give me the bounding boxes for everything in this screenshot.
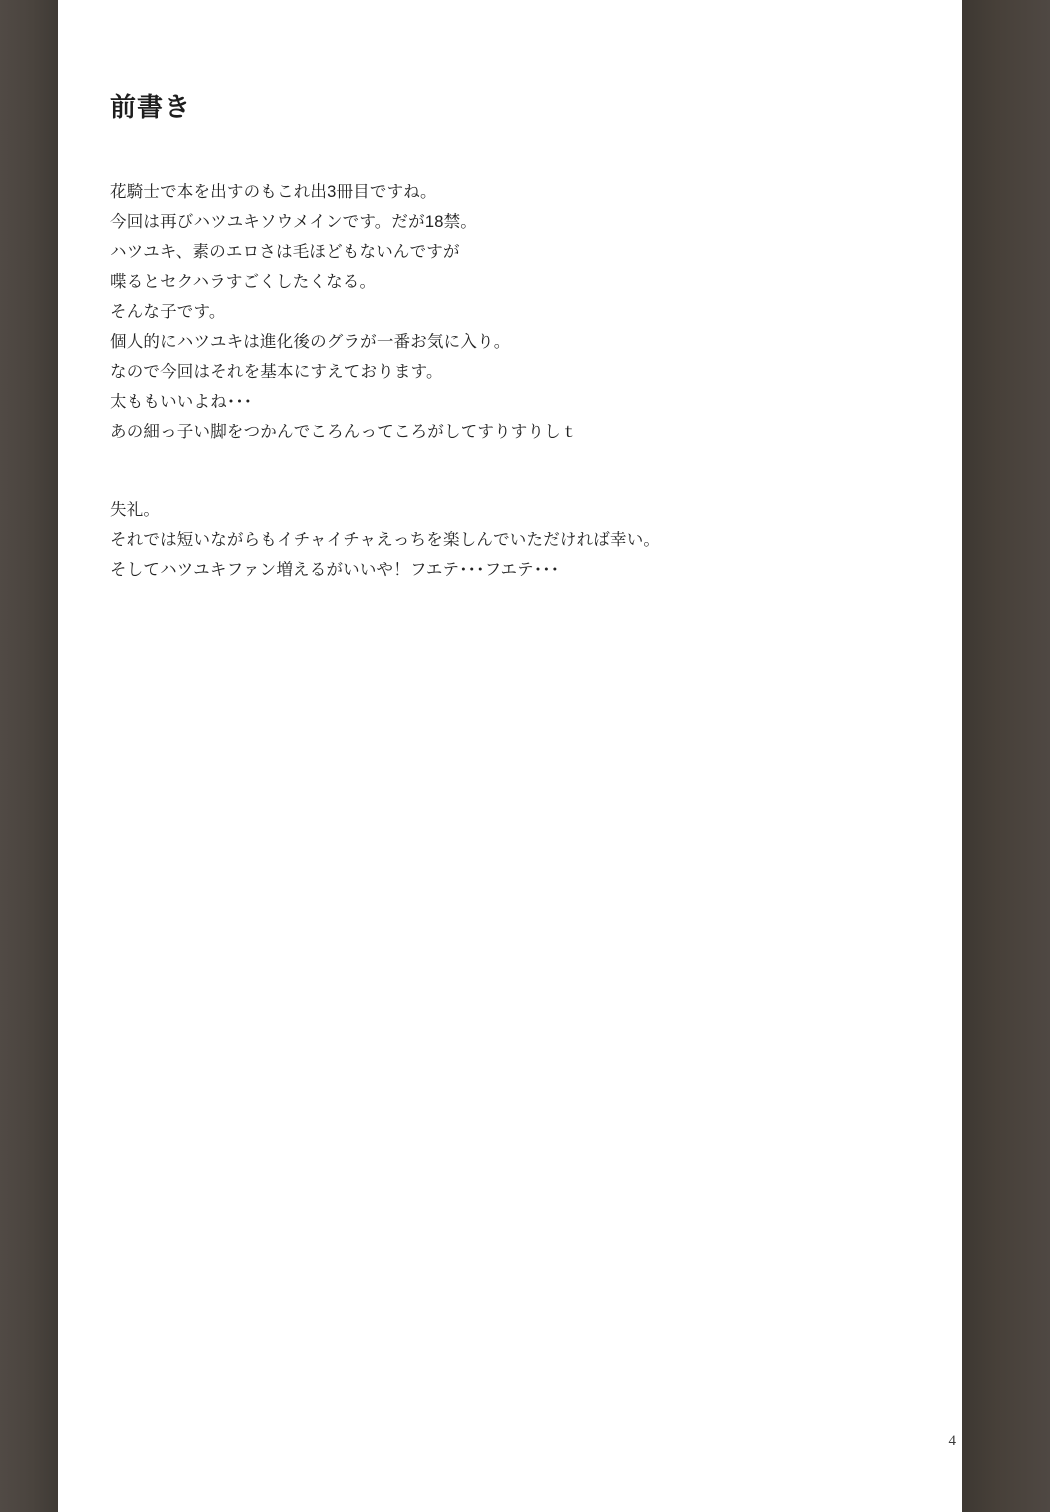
text-line: あの細っ子い脚をつかんでころんってころがしてすりすりしｔ (110, 423, 578, 442)
text-line: 花騎士で本を出すのもこれ出3冊目ですね。 (110, 183, 437, 202)
right-scan-gutter (962, 0, 1050, 1512)
text-line: そんな子です。 (110, 303, 226, 322)
paragraph-spacer (110, 447, 922, 495)
page-content (110, 92, 922, 585)
text-line: なので今回はそれを基本にすえております。 (110, 363, 443, 382)
text-line: 失礼。 (110, 501, 161, 520)
text-line: 太ももいいよね･･･ (110, 393, 253, 412)
text-line: 個人的にハツユキは進化後のグラが一番お気に入り。 (110, 333, 511, 352)
afterword-paragraph-2 (110, 495, 922, 585)
text-line: それでは短いながらもイチャイチャえっちを楽しんでいただければ幸い。 (110, 531, 661, 550)
document-page (58, 0, 962, 1512)
left-scan-gutter (0, 0, 58, 1512)
text-line: ハツユキ、素のエロさは毛ほどもないんですが (110, 243, 460, 262)
text-line: 今回は再びハツユキソウメインです。だが18禁。 (110, 213, 477, 232)
page-number: 4 (948, 1433, 956, 1449)
text-line: 喋るとセクハラすごくしたくなる。 (110, 273, 377, 292)
page-title: 前書き (110, 92, 192, 122)
afterword-paragraph-1 (110, 177, 922, 447)
text-line: そしてハツユキファン増えるがいいや！フエテ･･･フエテ･･･ (110, 561, 560, 580)
